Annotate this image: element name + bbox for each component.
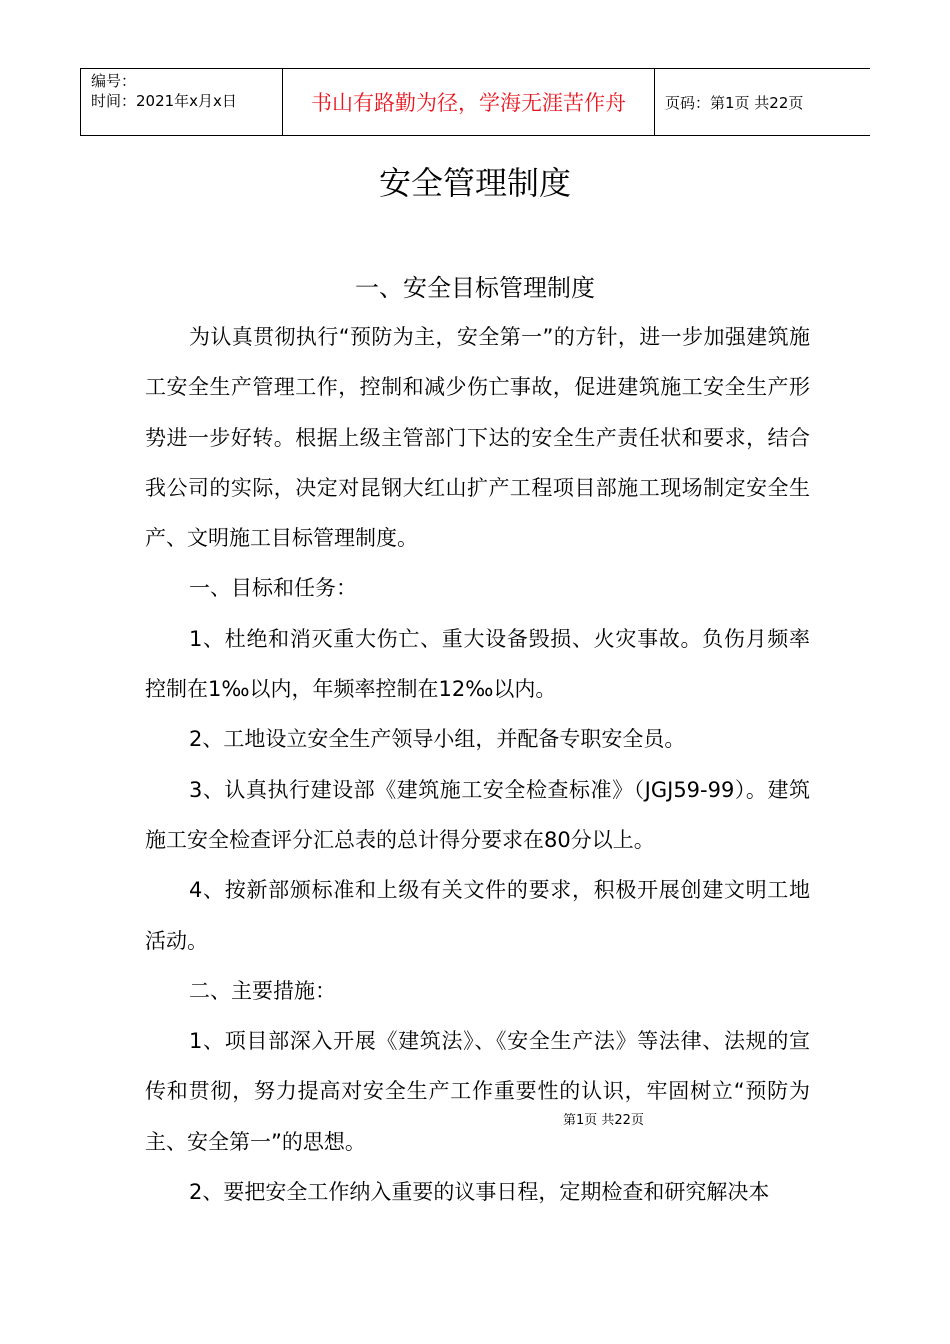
paragraph: 2、工地设立安全生产领导小组，并配备专职安全员。 [189,727,686,752]
time-label: 时间：2021年x月x日 [91,92,237,110]
paragraph: 3、认真执行建设部《建筑施工安全检查标准》（JGJ59-99）。建筑施工安全检查评分汇总表的总计得分要求在80分以上。 [145,777,810,852]
paragraph: 一、目标和任务： [189,576,357,601]
paragraph: 为认真贯彻执行“预防为主，安全第一”的方针，进一步加强建筑施工安全生产管理工作，控制和减少伤亡事故，促进建筑施工安全生产形势进一步好转。根据上级主管部门下达的安全生产责任状和要求，结合我公司的实际，决定对昆钢大红山扩产工程项目部施工现场制定安全生产、文明施工目标管理制度。 [145,325,810,551]
paragraph: 2、要把安全工作纳入重要的议事日程，定期检查和研究解决本 [189,1180,770,1205]
paragraph: 二、主要措施： [189,978,336,1003]
header-page-cell [655,69,870,135]
header-table [80,68,870,136]
section-title: 一、安全目标管理制度 [355,274,595,302]
header-meta-cell [81,69,283,135]
paragraph: 1、项目部深入开展《建筑法》、《安全生产法》等法律、法规的宣传和贯彻，努力提高对安全生产工作重要性的认识，牢固树立“预防为主、安全第一”的思想。 [145,1029,810,1154]
page-info: 页码：第1页 共22页 [665,93,804,112]
paragraph: 1、杜绝和消灭重大伤亡、重大设备毁损、火灾事故。负伤月频率控制在1‰以内，年频率控制在12‰以内。 [145,626,810,702]
paragraph: 4、按新部颁标准和上级有关文件的要求，积极开展创建文明工地活动。 [145,878,810,953]
serial-label: 编号： [91,72,137,90]
document-title: 安全管理制度 [378,164,571,202]
header-motto-cell [283,69,655,135]
motto: 书山有路勤为径，学海无涯苦作舟 [311,91,626,115]
body-text [145,312,810,1217]
page-footer: 第1页 共22页 [563,1113,644,1128]
